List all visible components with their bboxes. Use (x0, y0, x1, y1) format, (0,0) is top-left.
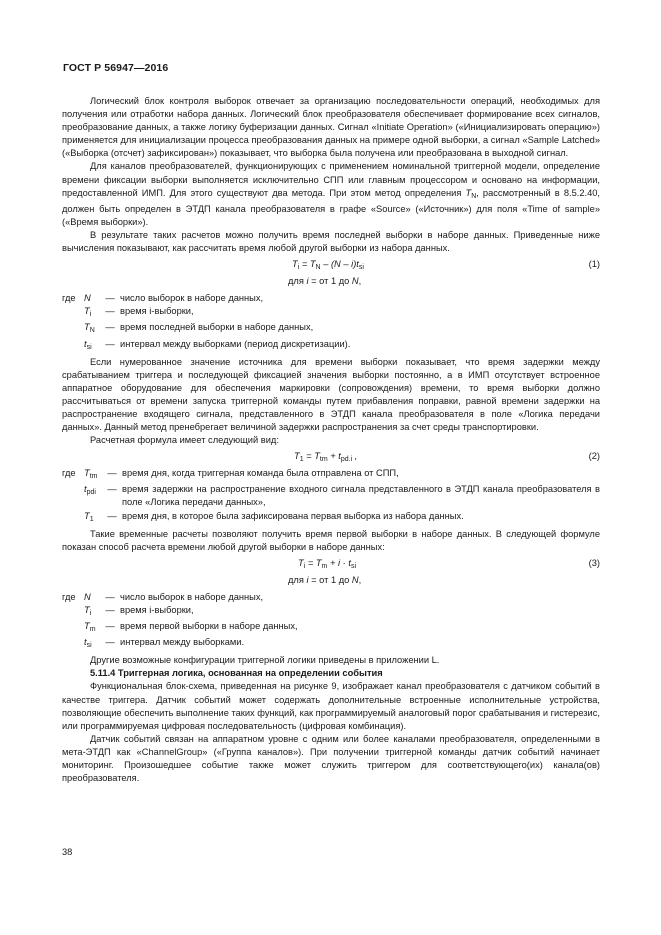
formula-number: (2) (588, 451, 600, 462)
formula-2 (62, 450, 600, 465)
formula-range: для i = от 1 до N, (288, 574, 362, 585)
formula-expression: $T_i = T_N - (N - i)t_{si}$ (292, 259, 364, 272)
formula-expression: $T_i = T_m + i \cdot t_{si}$ (298, 557, 356, 570)
definition-row: $T_1$ — время дня, в которое была зафиксирована первая выборка из набора данных. (84, 510, 464, 523)
definition-row: где N — число выборок в наборе данных, (62, 591, 264, 602)
formula-expression: $T_1 = T_{tm} + t_{pd.i}$ , (294, 451, 358, 464)
formula-number: (3) (588, 557, 600, 568)
definition-row: $T_i$ — время i-выборки, (84, 306, 194, 319)
definition-row: $T_m$ — время первой выборки в наборе данных, (84, 621, 298, 634)
paragraph: Такие временные расчеты позволяют получить время первой выборки в наборе данных. В следующей формуле показан способ расчета времени любой другой выборки в наборе данных: (62, 528, 600, 552)
paragraph: Другие возможные конфигурации триггерной логики приведены в приложении L. (90, 655, 440, 666)
formula-1 (62, 258, 600, 273)
page-body (62, 95, 600, 785)
formula-number: (1) (588, 259, 600, 270)
page-number: 38 (62, 847, 73, 857)
definition-row: где N — число выборок в наборе данных, (62, 293, 264, 304)
section-heading: 5.11.4 Триггерная логика, основанная на определении события (90, 668, 383, 679)
definitions-list-2 (62, 467, 600, 525)
paragraph: Логический блок контроля выборок отвечает за организацию последовательности операций, необходимых для получения или отработки набора данных. Логический блок преобразователя обеспечивает формирование всех сигналов, преобразование данных, а также логику буферизации данных. Сигнал «Initiate Operation» («Инициализировать операцию») применяется для инициализации процесса преобразования данных на примере одной выборки, а сигнал «Sample Latched» («Выборка (отсчет) зафиксирован») показывает, что выборка была получена или преобразована в выходной сигнал. (62, 96, 600, 159)
definition-row: $T_i$ — время i-выборки, (84, 605, 194, 617)
definition-row: $t_{si}$ — интервал между выборками. (84, 637, 245, 650)
paragraph: В результате таких расчетов можно получить время последней выборки в наборе данных. Приведенные ниже вычисления показывают, как рассчитать время любой другой выборки из набора данных. (62, 229, 600, 254)
definitions-list-1 (62, 292, 600, 353)
definition-row: $t_{pdi}$ — время задержки на распространение входного сигнала представленного в ЭТДП канала преобразователя в поле «Логика передачи данных», (84, 484, 600, 508)
definition-row: $t_{si}$ — интервал между выборками (период дискретизации). (84, 338, 351, 351)
paragraph: Для каналов преобразователей, функционирующих с применением номинальной триггерной модели, определение времени фиксации выборки выполняется исключительно СПП или главным процессором и основано на информации, предоставленной ИМП. Для этого существуют два метода. При этом метод определения $T_N$, рассмотренный в 8.5.2.40, должен быть определен в ЭТДП канала преобразователя в графе «Source» («Источник») для поля «Time of sample» («Время выборки»). (62, 161, 601, 227)
paragraph: Расчетная формула имеет следующий вид: (90, 435, 279, 446)
paragraph: Функциональная блок-схема, приведенная на рисунке 9, изображает канал преобразователя с датчиком событий в качестве триггера. Датчик событий может содержать дополнительные встроенные исполнительные устройства, позволяющие обеспечить выполнение таких функций, как программируемый аналоговый порог срабатывания и гистерезис, или программируемая цифровая последовательность (цифровая комбинация). (62, 681, 600, 731)
definition-row: где $T_{tm}$ — время дня, когда триггерная команда была отправлена от СПП, (62, 468, 399, 481)
document-header: ГОСТ Р 56947—2016 (63, 62, 169, 74)
paragraph: Датчик событий связан на аппаратном уровне с одним или более каналами преобразователя, определенными в мета-ЭТДП как «ChannelGroup» («Группа каналов»). При получении триггерной команды датчик событий начинает мониторинг. Произошедшее событие также может служить триггером для соответствующего(их) канала(ов) преобразователя. (62, 733, 600, 784)
paragraph: Если нумерованное значение источника для времени выборки показывает, что время задержки между срабатыванием триггера и последующей фиксацией значения выборки постоянно, а в ИМП отсутствует встроенное аппаратное оборудование для обеспечения маркировки (сопровождения) времени, то время выборки должно рассчитываться от времени запуска триггерной команды путем прибавления поправки, равной времени задержки на распространение входящего сигнала, представленного в ЭТДП канала преобразователя в поле «Логика передачи данных». Данный метод пренебрегает величиной задержки распространения за счет среды транспортировки. (62, 356, 600, 433)
formula-range: для i = от 1 до N, (288, 276, 362, 287)
definitions-list-3 (62, 591, 600, 652)
definition-row: $T_N$ — время последней выборки в наборе данных, (84, 322, 314, 335)
formula-3 (62, 557, 600, 572)
